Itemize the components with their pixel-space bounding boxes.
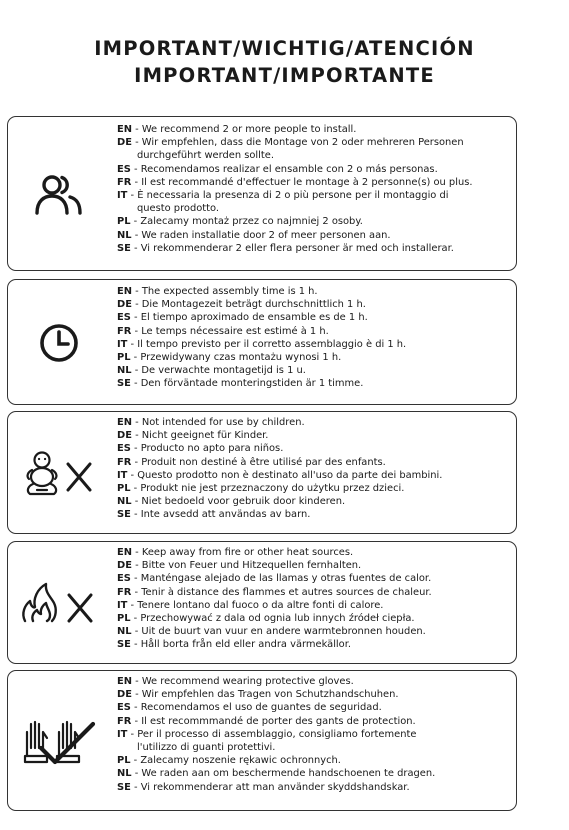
text-line: IT - Questo prodotto non è destinato all'uso da parte dei bambini. (117, 469, 443, 481)
text-line: IT - È necessaria la presenza di 2 o più persone per il montaggio di questo prodotto. (117, 190, 449, 215)
text-line: PL - Zalecamy noszenie rękawic ochronnych. (117, 755, 341, 767)
text-line: PL - Produkt nie jest przeznaczony do użytku przez dzieci. (117, 483, 405, 495)
section-fire-text (117, 546, 512, 652)
text-line: ES - Recomendamos el uso de guantes de seguridad. (117, 702, 382, 714)
text-line: IT - Tenere lontano dal fuoco o da altre fonti di calore. (117, 599, 384, 611)
text-line: EN - We recommend 2 or more people to install. (117, 124, 357, 135)
text-line: ES - Producto no apto para niños. (117, 443, 284, 455)
text-line: DE - Nicht geeignet für Kinder. (117, 430, 269, 442)
section-time (7, 279, 517, 405)
text-line: NL - Uit de buurt van vuur en andere warmtebronnen houden. (117, 626, 426, 638)
section-fire (7, 541, 517, 664)
text-line: ES - Recomendamos realizar el ensamble con 2 o más personas. (117, 163, 438, 175)
no-children-icon (16, 412, 102, 535)
text-line: FR - Produit non destiné à être utilisé par des enfants. (117, 456, 386, 468)
section-gloves (7, 670, 517, 811)
text-line: DE - Bitte von Feuer und Hitzequellen fernhalten. (117, 560, 362, 572)
section-children (7, 411, 517, 534)
text-line: PL - Zalecamy montaż przez co najmniej 2 osoby. (117, 216, 363, 228)
text-line: SE - Vi rekommenderar 2 eller flera personer är med och installerar. (117, 242, 454, 254)
text-line: SE - Vi rekommenderar att man använder skyddshandskar. (117, 781, 410, 793)
text-line: EN - We recommend wearing protective gloves. (117, 676, 354, 687)
text-line: FR - Il est recommmandé de porter des gants de protection. (117, 715, 416, 727)
text-line: FR - Tenir à distance des flammes et autres sources de chaleur. (117, 586, 432, 598)
text-line: NL - De verwachte montagetijd is 1 u. (117, 365, 306, 377)
title-line-2: IMPORTANT/IMPORTANTE (134, 64, 435, 87)
section-time-text (117, 285, 512, 391)
text-line: NL - We raden aan om beschermende handschoenen te dragen. (117, 768, 436, 780)
text-line: IT - Il tempo previsto per il corretto assemblaggio è di 1 h. (117, 338, 407, 350)
section-children-text (117, 416, 512, 522)
text-line: SE - Håll borta från eld eller andra värmekällor. (117, 639, 352, 651)
section-gloves-text (117, 675, 512, 794)
no-fire-icon (16, 542, 102, 665)
text-line: SE - Inte avsedd att användas av barn. (117, 509, 311, 521)
text-line: DE - Wir empfehlen das Tragen von Schutzhandschuhen. (117, 689, 399, 701)
text-line: EN - The expected assembly time is 1 h. (117, 286, 318, 297)
text-line: SE - Den förväntade monteringstiden är 1 timme. (117, 378, 364, 390)
text-line: FR - Le temps nécessaire est estimé à 1 h. (117, 325, 329, 337)
text-line: ES - El tiempo aproximado de ensamble es de 1 h. (117, 312, 368, 324)
text-line: NL - Niet bedoeld voor gebruik door kinderen. (117, 496, 346, 508)
text-line: ES - Manténgase alejado de las llamas y otras fuentes de calor. (117, 573, 432, 585)
title-line-1: IMPORTANT/WICHTIG/ATENCIÓN (94, 37, 475, 60)
text-line: NL - We raden installatie door 2 of meer personen aan. (117, 229, 391, 241)
people-icon (16, 117, 102, 272)
text-line: PL - Przewidywany czas montażu wynosi 1 h. (117, 352, 342, 364)
text-line: DE - Wir empfehlen, dass die Montage von 2 oder mehreren Personen durchgeführt werden sollte. (117, 137, 464, 162)
text-line: FR - Il est recommandé d'effectuer le montage à 2 personne(s) ou plus. (117, 176, 473, 188)
text-line: EN - Not intended for use by children. (117, 417, 305, 428)
section-people-text (117, 123, 512, 255)
text-line: IT - Per il processo di assemblaggio, consigliamo fortemente l'utilizzo di guanti protettivi. (117, 728, 417, 754)
text-line: PL - Przechowywać z dala od ognia lub innych źródeł ciepła. (117, 613, 415, 625)
text-line: EN - Keep away from fire or other heat sources. (117, 547, 354, 558)
text-line: DE - Die Montagezeit beträgt durchschnittlich 1 h. (117, 299, 366, 311)
clock-icon (16, 280, 102, 406)
gloves-check-icon (16, 671, 102, 812)
section-people (7, 116, 517, 271)
